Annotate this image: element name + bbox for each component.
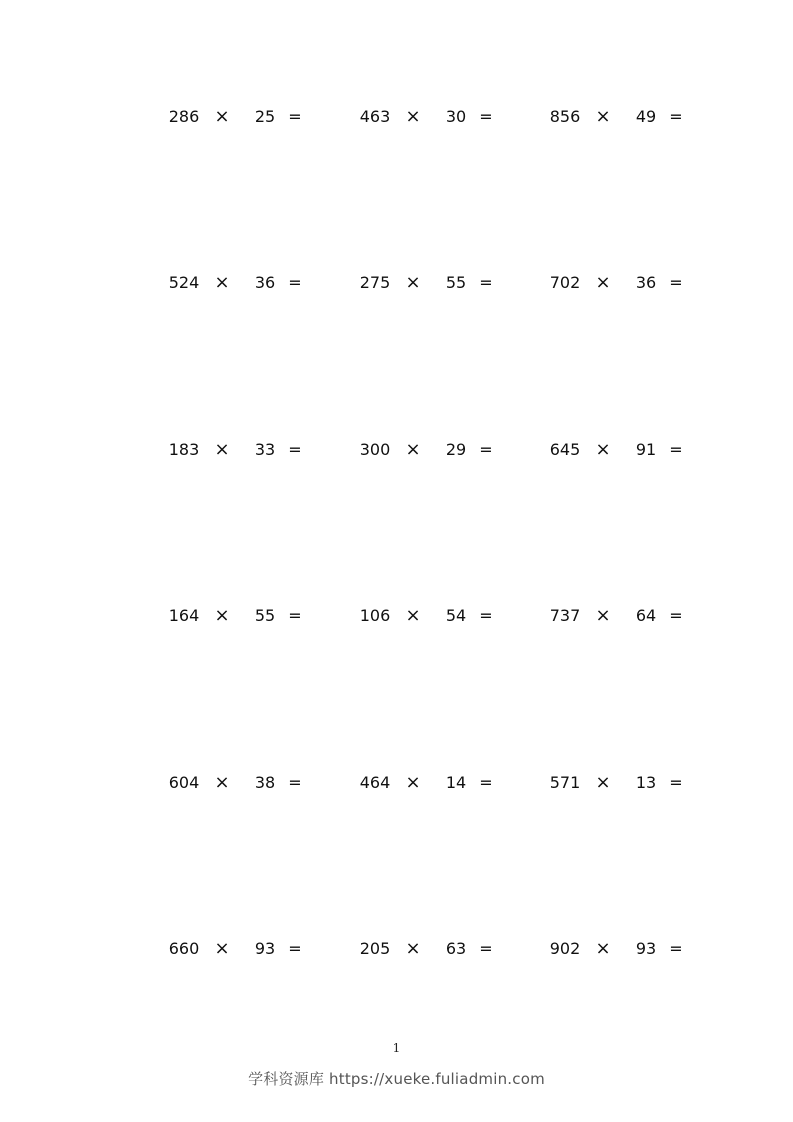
multiplier: 13: [635, 773, 657, 792]
multiplicand: 275: [359, 273, 391, 292]
multiplier: 30: [445, 107, 467, 126]
equals-sign: =: [669, 773, 683, 792]
multiplier: 91: [635, 440, 657, 459]
equals-sign: =: [479, 273, 493, 292]
multiplicand: 571: [549, 773, 581, 792]
multiplicand: 106: [359, 606, 391, 625]
multiplier: 55: [445, 273, 467, 292]
times-sign: ×: [214, 439, 230, 460]
multiplier: 54: [445, 606, 467, 625]
multiplier: 38: [254, 773, 276, 792]
problem-row: [0, 435, 793, 465]
multiplicand: 205: [359, 939, 391, 958]
multiplicand: 183: [168, 440, 200, 459]
multiplicand: 902: [549, 939, 581, 958]
multiplier: 36: [254, 273, 276, 292]
equals-sign: =: [288, 606, 302, 625]
times-sign: ×: [595, 439, 611, 460]
equals-sign: =: [479, 107, 493, 126]
equals-sign: =: [479, 939, 493, 958]
multiplicand: 524: [168, 273, 200, 292]
times-sign: ×: [405, 106, 421, 127]
times-sign: ×: [595, 772, 611, 793]
times-sign: ×: [214, 272, 230, 293]
times-sign: ×: [405, 938, 421, 959]
multiplier: 55: [254, 606, 276, 625]
equals-sign: =: [288, 773, 302, 792]
times-sign: ×: [214, 938, 230, 959]
multiplier: 64: [635, 606, 657, 625]
multiplier: 49: [635, 107, 657, 126]
multiplicand: 286: [168, 107, 200, 126]
multiplicand: 300: [359, 440, 391, 459]
equals-sign: =: [669, 107, 683, 126]
equals-sign: =: [288, 107, 302, 126]
equals-sign: =: [669, 939, 683, 958]
multiplier: 29: [445, 440, 467, 459]
problem-row: [0, 268, 793, 298]
equals-sign: =: [479, 773, 493, 792]
times-sign: ×: [214, 605, 230, 626]
multiplicand: 464: [359, 773, 391, 792]
multiplicand: 856: [549, 107, 581, 126]
equals-sign: =: [669, 273, 683, 292]
multiplicand: 645: [549, 440, 581, 459]
problem-row: [0, 102, 793, 132]
times-sign: ×: [405, 439, 421, 460]
multiplicand: 164: [168, 606, 200, 625]
problem-row: [0, 601, 793, 631]
multiplier: 33: [254, 440, 276, 459]
multiplier: 93: [635, 939, 657, 958]
multiplicand: 737: [549, 606, 581, 625]
multiplier: 93: [254, 939, 276, 958]
multiplier: 14: [445, 773, 467, 792]
times-sign: ×: [214, 106, 230, 127]
multiplier: 36: [635, 273, 657, 292]
page-number: 1: [392, 1041, 401, 1055]
equals-sign: =: [669, 606, 683, 625]
equals-sign: =: [288, 440, 302, 459]
times-sign: ×: [214, 772, 230, 793]
times-sign: ×: [595, 605, 611, 626]
multiplicand: 660: [168, 939, 200, 958]
multiplier: 25: [254, 107, 276, 126]
times-sign: ×: [405, 772, 421, 793]
equals-sign: =: [288, 939, 302, 958]
equals-sign: =: [479, 440, 493, 459]
times-sign: ×: [595, 938, 611, 959]
times-sign: ×: [595, 272, 611, 293]
equals-sign: =: [288, 273, 302, 292]
problem-row: [0, 768, 793, 798]
equals-sign: =: [479, 606, 493, 625]
problem-row: [0, 934, 793, 964]
times-sign: ×: [405, 272, 421, 293]
multiplicand: 463: [359, 107, 391, 126]
multiplicand: 702: [549, 273, 581, 292]
multiplicand: 604: [168, 773, 200, 792]
multiplier: 63: [445, 939, 467, 958]
times-sign: ×: [405, 605, 421, 626]
equals-sign: =: [669, 440, 683, 459]
source-footer: 学科资源库 https://xueke.fuliadmin.com: [248, 1070, 545, 1088]
times-sign: ×: [595, 106, 611, 127]
